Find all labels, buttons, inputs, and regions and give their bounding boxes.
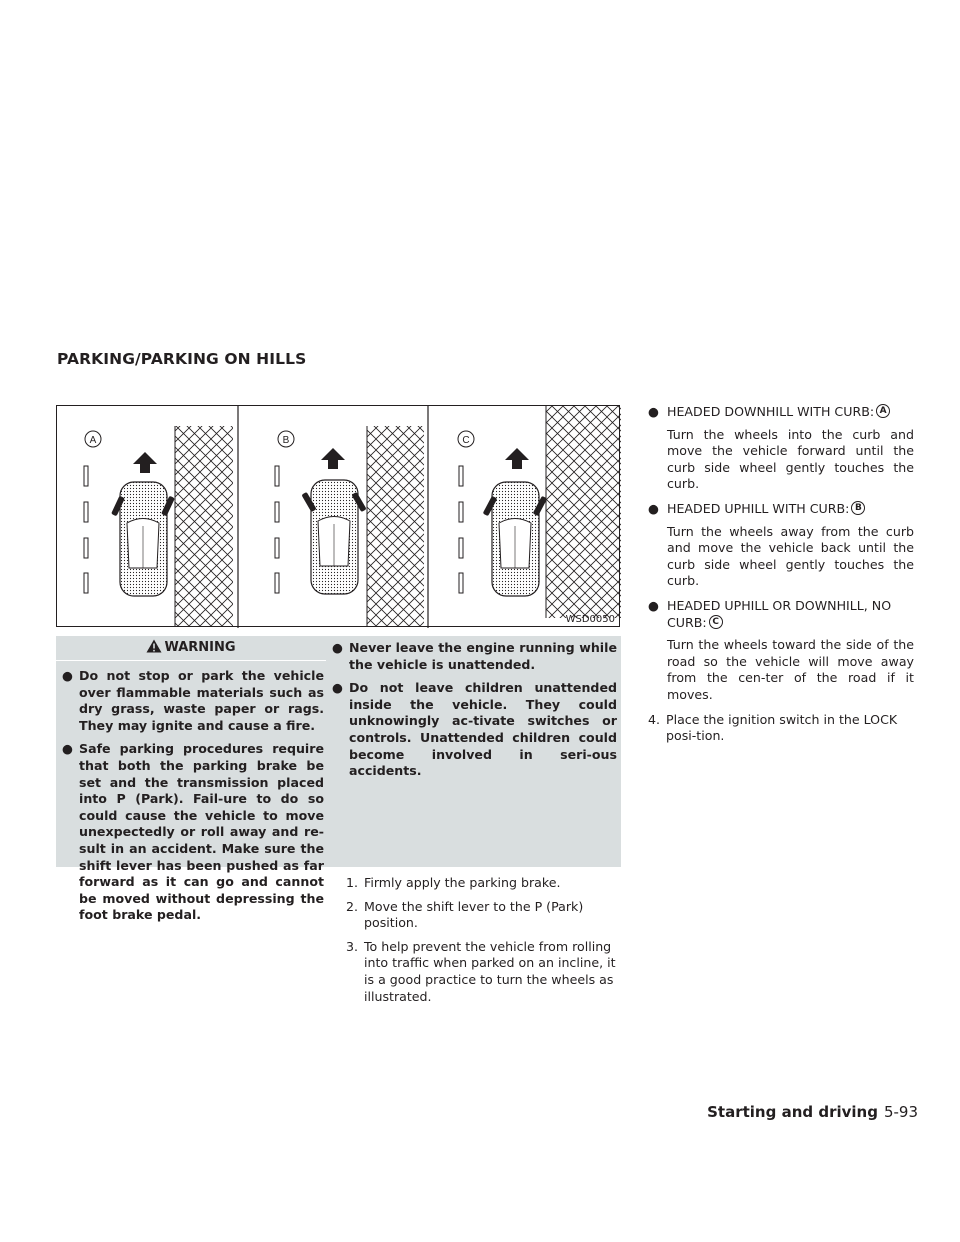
lane-marker-icon	[275, 538, 279, 558]
warning-column-right	[332, 640, 617, 787]
curb-hatch-icon	[175, 426, 233, 626]
step-item: 2. Move the shift lever to the P (Park) position.	[346, 898, 584, 931]
bullet-icon: ●	[332, 640, 343, 655]
figure-id: WSD0050	[565, 614, 615, 625]
lane-marker-icon	[459, 466, 463, 486]
warning-item: ● Never leave the engine running while the vehicle is unattended.	[332, 640, 617, 672]
panel-a	[84, 426, 233, 626]
panel-b	[275, 426, 424, 626]
lane-marker-icon	[84, 538, 88, 558]
step-item: 1. Firmly apply the parking brake.	[346, 875, 561, 890]
car-top-view-icon	[111, 482, 175, 596]
bullet-icon: ●	[332, 680, 343, 696]
condition-body: Turn the wheels toward the side of the road so the vehicle will move away from the cen-ter of the road if it moves.	[667, 637, 914, 702]
arrow-up-icon	[321, 448, 345, 469]
bullet-icon: ●	[648, 404, 659, 419]
warning-triangle-icon	[146, 639, 162, 653]
ref-c-icon: C	[709, 615, 723, 629]
warning-title: WARNING	[164, 640, 236, 655]
condition-heading: ● HEADED UPHILL OR DOWNHILL, NO CURB: C	[648, 597, 892, 630]
step-item: 4. Place the ignition switch in the LOCK posi-tion.	[648, 711, 898, 744]
curb-hatch-icon	[546, 406, 621, 618]
warning-column-left	[62, 668, 324, 931]
arrow-up-icon	[133, 452, 157, 473]
lane-marker-icon	[459, 573, 463, 593]
parking-on-hills-illustration	[56, 405, 620, 627]
lane-marker-icon	[84, 573, 88, 593]
label-b: B	[282, 435, 290, 446]
ref-b-icon: B	[851, 501, 865, 515]
conditions-column	[648, 404, 914, 745]
bullet-icon: ●	[648, 597, 659, 613]
condition-body: Turn the wheels into the curb and move the vehicle forward until the curb side wheel gently touches the curb.	[667, 426, 914, 492]
condition-body: Turn the wheels away from the curb and move the vehicle back until the curb side wheel gently touches the curb.	[667, 523, 914, 589]
procedure-steps	[332, 875, 622, 1012]
bullet-icon: ●	[62, 741, 73, 757]
warning-item: ● Do not leave children unattended inside the vehicle. They could unknowingly ac-tivate switches or controls. Unattended children could become involved in seri-ous accidents.	[332, 680, 617, 779]
section-title: PARKING/PARKING ON HILLS	[57, 350, 307, 368]
condition-heading: ● HEADED DOWNHILL WITH CURB: A	[648, 404, 914, 421]
warning-header	[56, 636, 326, 661]
curb-hatch-icon	[367, 426, 424, 626]
lane-marker-icon	[275, 502, 279, 522]
lane-marker-icon	[459, 502, 463, 522]
lane-marker-icon	[275, 466, 279, 486]
lane-marker-icon	[459, 538, 463, 558]
bullet-icon: ●	[62, 668, 73, 683]
bullet-icon: ●	[648, 500, 659, 516]
lane-marker-icon	[84, 502, 88, 522]
condition-heading: ● HEADED UPHILL WITH CURB: B	[648, 501, 914, 518]
label-c: C	[462, 435, 470, 446]
step-item: 3. To help prevent the vehicle from rolling into traffic when parked on an incline, it is a good practice to turn the wheels as illustrated.	[346, 938, 616, 1004]
label-a: A	[89, 435, 97, 446]
warning-item: ● Safe parking procedures require that both the parking brake be set and the transmission placed into P (Park). Fail-ure to do so could cause the vehicle to move unexpectedly or roll away and re-sult in an accident. Make sure the shift lever has been pushed as far forward as it can go and cannot be moved without depressing the foot brake pedal.	[62, 741, 324, 923]
page-number: 5-93	[883, 1103, 918, 1121]
arrow-up-icon	[505, 448, 529, 469]
lane-marker-icon	[84, 466, 88, 486]
warning-item: ● Do not stop or park the vehicle over flammable materials such as dry grass, waste paper or rags. They may ignite and cause a fire.	[62, 668, 324, 733]
panel-c	[458, 406, 621, 618]
ref-a-icon: A	[876, 404, 890, 418]
footer-section: Starting and driving	[707, 1103, 878, 1121]
car-top-view-icon	[301, 480, 366, 594]
page-footer	[707, 1103, 918, 1121]
lane-marker-icon	[275, 573, 279, 593]
car-top-view-icon	[483, 482, 548, 596]
